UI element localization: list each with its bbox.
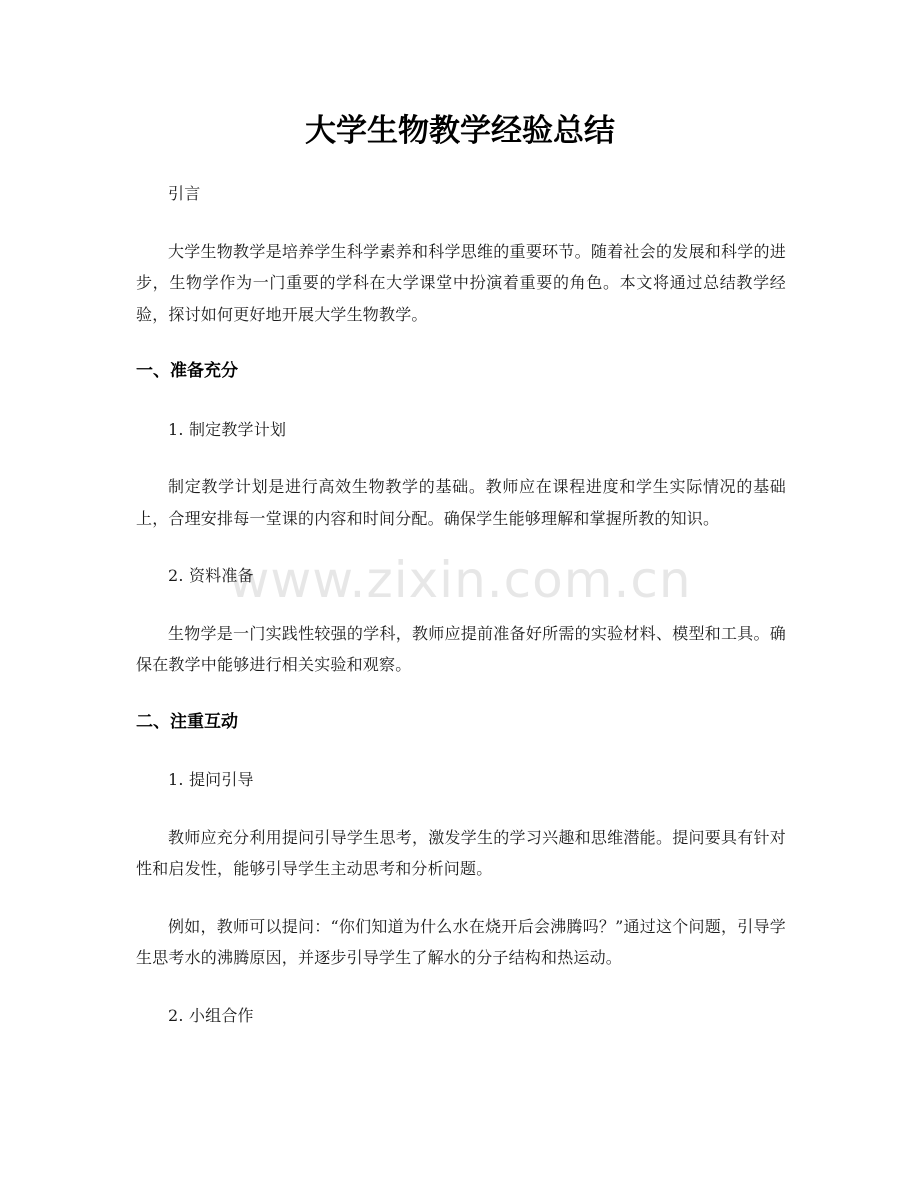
section-heading: 二、注重互动 [136,711,238,732]
section-heading: 一、准备充分 [136,361,238,381]
watermark: www.zixin.com.cn [228,551,692,609]
intro-heading: 引言 [168,184,201,203]
document-body [136,178,786,1031]
paragraph: 制定教学计划是进行高效生物教学的基础。教师应在课程进度和学生实际情况的基础上，合理安排每一堂课的内容和时间分配。确保学生能够理解和掌握所教的知识。 [136,477,786,528]
subsection-title: 1. 制定教学计划 [168,419,287,439]
subsection-title: 2. 资料准备 [168,566,254,585]
document-title: 大学生物教学经验总结 [305,113,615,149]
intro-paragraph: 大学生物教学是培养学生科学素养和科学思维的重要环节。随着社会的发展和科学的进步，生物学作为一门重要的学科在大学课堂中扮演着重要的角色。本文将通过总结教学经验，探讨如何更好地开展大学生物教学。 [136,241,786,324]
subsection-title: 1. 提问引导 [168,770,254,789]
paragraph: 教师应充分利用提问引导学生思考，激发学生的学习兴趣和思维潜能。提问要具有针对性和启发性，能够引导学生主动思考和分析问题。 [136,827,786,878]
paragraph: 例如，教师可以提问：“你们知道为什么水在烧开后会沸腾吗？”通过这个问题，引导学生思考水的沸腾原因，并逐步引导学生了解水的分子结构和热运动。 [136,916,786,967]
subsection-title: 2. 小组合作 [168,1005,254,1025]
paragraph: 生物学是一门实践性较强的学科，教师应提前准备好所需的实验材料、模型和工具。确保在教学中能够进行相关实验和观察。 [136,623,786,674]
